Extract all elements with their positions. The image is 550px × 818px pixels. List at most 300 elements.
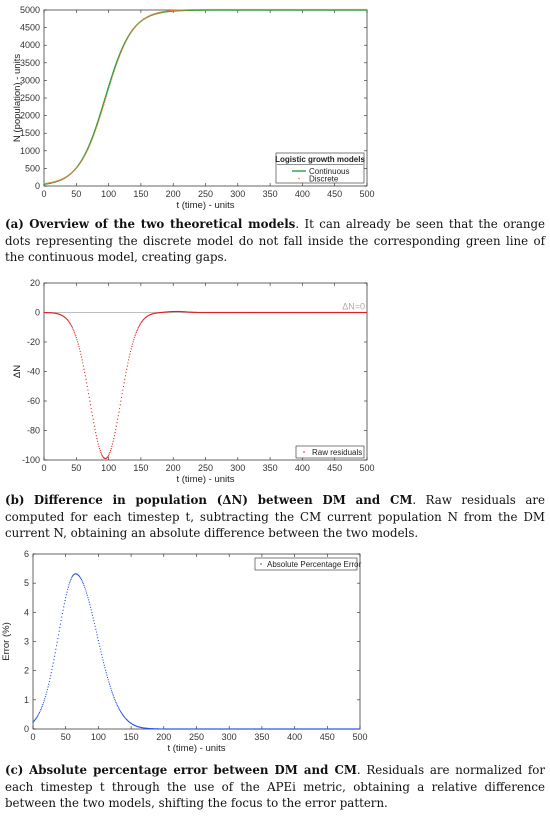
chart-b-residual-point [118, 411, 119, 412]
chart-a-series-discrete-point [94, 133, 95, 134]
chart-c-error-point [45, 696, 46, 697]
chart-b-residual-point [80, 354, 81, 355]
chart-b-y-tick-label: -80 [26, 425, 40, 436]
chart-a-series-discrete-point [86, 152, 87, 153]
chart-c-y-tick-label: 4 [23, 607, 29, 618]
chart-a-series-discrete-point [107, 93, 108, 94]
chart-a-y-tick-label: 4000 [19, 40, 40, 51]
chart-b-residual-point [93, 419, 94, 420]
chart-c-error-point [59, 627, 60, 628]
chart-c-y-tick-label: 2 [23, 665, 29, 676]
chart-c-error-point [114, 699, 115, 700]
chart-a-series-discrete-point [88, 148, 89, 149]
chart-b-residual-point [96, 435, 97, 436]
chart-a-series-discrete-point [107, 91, 108, 92]
chart-b-x-tick-label: 500 [359, 463, 375, 473]
chart-a-series-discrete-point [130, 33, 131, 34]
chart-b-residual-point [84, 372, 85, 373]
chart-c-error-point [51, 669, 52, 670]
chart-a-logistic-growth [0, 0, 550, 211]
chart-b-residual-point [136, 330, 137, 331]
chart-c-error-point [37, 716, 38, 717]
chart-a-series-discrete-point [129, 35, 130, 36]
chart-c-error-point [84, 587, 85, 588]
chart-c-error-point [114, 697, 115, 698]
chart-a-series-discrete-point [111, 81, 112, 82]
caption-a-label: (a) [5, 217, 24, 231]
chart-a-y-tick-label: 3000 [19, 75, 40, 86]
chart-a-series-discrete-point [129, 34, 130, 35]
chart-a-series-discrete-point [105, 98, 106, 99]
chart-b-residual-point [107, 456, 108, 457]
chart-b-x-tick-label: 400 [294, 463, 310, 473]
chart-a-y-tick-label: 1000 [19, 145, 40, 156]
chart-a-series-discrete-point [125, 41, 126, 42]
chart-b-residual-point [97, 441, 98, 442]
chart-b-residual-point [129, 356, 130, 357]
chart-b-y-axis-label: ΔN [12, 364, 23, 379]
chart-b-residual-point [82, 359, 83, 360]
chart-b-residual-point [89, 400, 90, 401]
chart-b-residual-point [100, 452, 101, 453]
chart-b-residual-point [91, 411, 92, 412]
caption-a [5, 216, 545, 266]
chart-b-residual-point [98, 443, 99, 444]
chart-b-residual-point [109, 452, 110, 453]
chart-a-series-discrete-point [132, 30, 133, 31]
chart-c-error-point [62, 613, 63, 614]
chart-c-error-point [44, 698, 45, 699]
chart-c-error-point [115, 702, 116, 703]
chart-b-residual-point [69, 322, 70, 323]
chart-b-residual-point [118, 415, 119, 416]
chart-c-x-axis-label: t (time) - units [167, 743, 226, 754]
chart-b-residual-point [72, 329, 73, 330]
chart-a-series-discrete-point [116, 65, 117, 66]
chart-b-residual-point [99, 448, 100, 449]
chart-c-error-point [36, 717, 37, 718]
chart-c-error-point [80, 578, 81, 579]
chart-c-error-point [106, 672, 107, 673]
chart-b-residual-point [74, 332, 75, 333]
chart-a-y-tick-label: 5000 [19, 5, 40, 15]
chart-b-residual-point [96, 438, 97, 439]
chart-b-residual-point [129, 354, 130, 355]
chart-c-error-point [64, 603, 65, 604]
chart-b-y-tick-label: 0 [34, 307, 40, 318]
chart-c-error-point [101, 654, 102, 655]
chart-a-series-discrete-point [105, 100, 106, 101]
chart-c-absolute-percentage-error [0, 542, 550, 756]
chart-b-residual-point [138, 326, 139, 327]
chart-b-y-tick-label: 20 [29, 278, 40, 288]
chart-c-error-point [96, 631, 97, 632]
chart-b-residual-point [116, 426, 117, 427]
chart-c-error-point [67, 589, 68, 590]
chart-c-error-point [68, 587, 69, 588]
chart-c-error-point [48, 684, 49, 685]
chart-b-residual-point [111, 448, 112, 449]
panel-b [0, 270, 550, 542]
chart-c-error-point [102, 659, 103, 660]
chart-a-x-tick-label: 0 [41, 189, 47, 199]
chart-c-x-tick-label: 0 [30, 732, 36, 742]
chart-c-error-point [61, 616, 62, 617]
chart-a-x-tick-label: 250 [197, 189, 214, 199]
chart-a-series-discrete-point [92, 139, 93, 140]
chart-b-residual-point [86, 382, 87, 383]
chart-c-error-point [68, 584, 69, 585]
chart-a-series-discrete-point [126, 40, 127, 41]
chart-c-error-point [98, 640, 99, 641]
caption-c-label: (c) [5, 763, 24, 777]
chart-c-error-point [89, 602, 90, 603]
chart-b-y-tick-label: -20 [26, 337, 40, 347]
chart-c-error-point [103, 662, 104, 663]
chart-b-residual-point [87, 386, 88, 387]
chart-a-series-discrete-point [124, 44, 125, 45]
chart-b-residual-point [133, 339, 134, 340]
caption-c-bold: Absolute percentage error between DM and CM [29, 763, 357, 777]
chart-c-y-tick-label: 6 [23, 549, 29, 559]
chart-c-error-point [119, 709, 120, 710]
chart-c-error-point [108, 679, 109, 680]
chart-b-residual-point [75, 335, 76, 336]
chart-b-residual-point [125, 375, 126, 376]
chart-a-series-discrete-point [118, 59, 119, 60]
chart-c-x-tick-label: 100 [90, 732, 106, 742]
chart-a-series-discrete-point [115, 67, 116, 68]
chart-b-x-tick-label: 250 [197, 463, 214, 473]
chart-c-error-point [53, 662, 54, 663]
chart-a-series-discrete-point [122, 48, 123, 49]
chart-b-residual-point [134, 335, 135, 336]
chart-c-error-point [110, 686, 111, 687]
chart-a-series-discrete-point [91, 142, 92, 143]
chart-c-error-point [58, 634, 59, 635]
chart-c-error-point [111, 690, 112, 691]
chart-c-error-point [55, 652, 56, 653]
chart-c-error-point [87, 597, 88, 598]
chart-c-error-point [63, 606, 64, 607]
chart-a-series-discrete-point [102, 110, 103, 111]
chart-b-residual-point [91, 408, 92, 409]
chart-c-error-point [92, 615, 93, 616]
chart-b-residual-point [136, 332, 137, 333]
chart-c-error-point [81, 579, 82, 580]
chart-a-x-tick-label: 200 [165, 189, 181, 199]
chart-b-residual-point [115, 429, 116, 430]
panel-c [0, 542, 550, 818]
chart-b-residual-point [120, 400, 121, 401]
chart-a-series-discrete-point [104, 102, 105, 103]
chart-c-error-point [115, 700, 116, 701]
chart-b-zero-annotation: ΔN=0 [342, 301, 365, 312]
chart-a-legend-discrete-label: Discrete [309, 174, 339, 184]
chart-c-error-point [81, 580, 82, 581]
chart-b-residual-point [101, 453, 102, 454]
chart-c-error-point [112, 693, 113, 694]
chart-c-error-point [56, 645, 57, 646]
chart-b-residual-point [98, 446, 99, 447]
chart-b-residual-point [94, 429, 95, 430]
chart-a-series-discrete-point [98, 120, 99, 121]
chart-c-error-point [86, 593, 87, 594]
chart-a-series-discrete-point [101, 112, 102, 113]
caption-c-text: . Residuals are normalized for each timestep t through the use of the APEi metric, obtaining a relative difference between the two models, shifting the focus to the error pattern. [5, 763, 545, 810]
chart-a-series-discrete-point [111, 79, 112, 80]
chart-b-x-tick-label: 200 [165, 463, 181, 473]
chart-c-error-point [44, 700, 45, 701]
chart-a-series-discrete-point [127, 38, 128, 39]
chart-c-error-point [50, 675, 51, 676]
chart-a-x-tick-label: 500 [359, 189, 375, 199]
chart-a-series-discrete-point [93, 135, 94, 136]
chart-a-series-discrete-point [85, 153, 86, 154]
chart-c-error-point [61, 620, 62, 621]
chart-b-residual-point [121, 397, 122, 398]
chart-c-error-point [79, 577, 80, 578]
chart-c-error-point [70, 580, 71, 581]
chart-a-series-discrete-point [97, 124, 98, 125]
chart-b-residual-point [88, 393, 89, 394]
chart-a-y-axis-label: N (population) - units [12, 53, 23, 143]
chart-b-residual-point [124, 382, 125, 383]
chart-b-residual-point [122, 389, 123, 390]
chart-c-error-point [96, 634, 97, 635]
chart-a-series-discrete-point [123, 46, 124, 47]
caption-b-text: . Raw residuals are computed for each timestep t, subtracting the CM current population N from the DM current N, obtaining an absolute difference between the two models. [5, 493, 545, 540]
chart-a-series-discrete-point [93, 137, 94, 138]
chart-b-residual-point [70, 324, 71, 325]
chart-a-series-discrete-point [80, 162, 81, 163]
chart-a-series-discrete-point [106, 95, 107, 96]
chart-c-error-point [83, 585, 84, 586]
chart-a-series-discrete-point [89, 146, 90, 147]
chart-a-x-tick-label: 450 [327, 189, 343, 199]
chart-c-error-point [87, 595, 88, 596]
caption-b-label: (b) [5, 493, 25, 507]
chart-a-series-discrete-point [96, 126, 97, 127]
chart-a-x-tick-label: 50 [71, 189, 82, 199]
chart-a-series-discrete-point [120, 53, 121, 54]
chart-b-x-tick-label: 150 [133, 463, 149, 473]
chart-a-y-tick-label: 2000 [19, 110, 40, 121]
chart-a-series-discrete-point [95, 130, 96, 131]
chart-c-error-point [39, 712, 40, 713]
chart-a-series-discrete-point [114, 71, 115, 72]
chart-b-residual-point [131, 346, 132, 347]
chart-b-y-tick-label: -100 [21, 455, 40, 465]
chart-b-x-tick-label: 100 [101, 463, 117, 473]
chart-b-residual-point [78, 346, 79, 347]
chart-c-error-point [46, 691, 47, 692]
chart-c-error-point [65, 597, 66, 598]
chart-c-error-point [49, 681, 50, 682]
chart-b-residual-point [135, 333, 136, 334]
chart-b-residual-point [71, 326, 72, 327]
chart-a-series-discrete-point [131, 32, 132, 33]
chart-a-series-discrete-point [87, 150, 88, 151]
chart-c-error-point [62, 610, 63, 611]
chart-b-legend-swatch [303, 451, 305, 453]
chart-c-x-tick-label: 250 [188, 732, 205, 742]
chart-a-y-tick-label: 3500 [19, 57, 40, 68]
chart-c-error-point [71, 577, 72, 578]
chart-b-residual-point [94, 426, 95, 427]
chart-a-legend-discrete-swatch [298, 178, 300, 180]
chart-b-residual-point [112, 443, 113, 444]
chart-c-error-point [98, 643, 99, 644]
chart-b-residual-point [109, 453, 110, 454]
caption-b [5, 492, 545, 542]
chart-b-residual-point [93, 422, 94, 423]
chart-c-error-point [66, 591, 67, 592]
chart-c-error-point [95, 629, 96, 630]
chart-b-residual-point [74, 333, 75, 334]
chart-b-residual-point [127, 362, 128, 363]
chart-b-residual-point [95, 432, 96, 433]
chart-c-error-point [36, 718, 37, 719]
chart-c-error-point [90, 607, 91, 608]
chart-a-x-axis-label: t (time) - units [176, 200, 235, 211]
chart-a-x-tick-label: 350 [262, 189, 278, 199]
chart-a-series-discrete-point [83, 158, 84, 159]
chart-a-series-discrete-point [82, 160, 83, 161]
chart-b-residual-point [78, 343, 79, 344]
chart-c-error-point [72, 576, 73, 577]
chart-a-series-discrete-point [89, 145, 90, 146]
chart-a-series-discrete-point [85, 154, 86, 155]
chart-b-residual-point [126, 369, 127, 370]
chart-c-error-point [95, 626, 96, 627]
chart-a-x-tick-label: 300 [230, 189, 246, 199]
chart-b-residual-point [120, 404, 121, 405]
chart-b-residual-point [127, 365, 128, 366]
chart-b-residual-point [83, 369, 84, 370]
chart-b-residual-point [125, 372, 126, 373]
chart-a-series-discrete-point [366, 9, 367, 10]
chart-b-residual-point [119, 408, 120, 409]
chart-a-series-discrete-point [91, 140, 92, 141]
chart-b-residual-point [122, 393, 123, 394]
chart-b-legend-label: Raw residuals [312, 448, 363, 457]
chart-a-series-discrete-point [90, 143, 91, 144]
chart-a-series-discrete-point [113, 75, 114, 76]
chart-a-series-discrete-point [131, 31, 132, 32]
chart-c-error-point [49, 678, 50, 679]
caption-a-text: . It can already be seen that the orange dots representing the discrete model do not fall inside the corresponding green line of the continuous model, creating gaps. [5, 217, 545, 264]
chart-b-residual-point [124, 379, 125, 380]
chart-a-series-discrete-point [81, 161, 82, 162]
chart-c-error-point [100, 651, 101, 652]
chart-c-y-tick-label: 0 [23, 724, 29, 734]
chart-c-x-tick-label: 450 [319, 732, 335, 742]
chart-c-error-point [91, 609, 92, 610]
chart-c-error-point [105, 670, 106, 671]
chart-c-error-point [42, 704, 43, 705]
chart-a-series-discrete-point [125, 42, 126, 43]
chart-c-error-point [41, 707, 42, 708]
chart-b-residual-point [71, 325, 72, 326]
chart-b-residual-point [138, 327, 139, 328]
chart-a-series-discrete-point [122, 49, 123, 50]
chart-b-x-tick-label: 300 [230, 463, 246, 473]
chart-a-series-discrete-point [117, 61, 118, 62]
chart-c-error-point [59, 631, 60, 632]
chart-c-error-point [43, 702, 44, 703]
chart-c-error-point [66, 594, 67, 595]
chart-a-series-discrete-point [128, 36, 129, 37]
chart-b-residual-point [134, 337, 135, 338]
chart-c-error-point [55, 649, 56, 650]
chart-b-residual-point [76, 339, 77, 340]
chart-b-residual-point [80, 351, 81, 352]
chart-b-residual-point [79, 348, 80, 349]
chart-b-residual-point [82, 362, 83, 363]
chart-b-plot-frame [44, 283, 367, 460]
chart-c-x-tick-label: 350 [254, 732, 270, 742]
chart-b-residual-point [72, 327, 73, 328]
chart-a-legend-title: Logistic growth models [275, 155, 365, 164]
chart-c-error-point [52, 666, 53, 667]
chart-b-residual-point [128, 359, 129, 360]
chart-b-residual-point [81, 356, 82, 357]
chart-c-error-point [47, 689, 48, 690]
chart-c-x-tick-label: 500 [352, 732, 368, 742]
chart-c-error-point [38, 713, 39, 714]
chart-c-error-point [108, 681, 109, 682]
chart-b-residual-point [85, 375, 86, 376]
chart-b-x-tick-label: 450 [327, 463, 343, 473]
chart-c-legend-label: Absolute Percentage Error [267, 560, 362, 569]
chart-c-error-point [88, 599, 89, 600]
chart-b-residual-point [140, 324, 141, 325]
chart-c-x-tick-label: 400 [287, 732, 303, 742]
chart-b-residual-point [111, 446, 112, 447]
chart-b-raw-residuals [0, 270, 550, 485]
chart-c-error-point [93, 617, 94, 618]
chart-c-error-point [40, 710, 41, 711]
chart-c-error-point [104, 667, 105, 668]
chart-c-error-point [359, 728, 360, 729]
chart-b-y-tick-label: -40 [26, 366, 40, 377]
chart-c-error-point [113, 695, 114, 696]
chart-c-x-tick-label: 50 [60, 732, 71, 742]
chart-a-series-discrete-point [124, 45, 125, 46]
chart-b-residual-point [113, 438, 114, 439]
chart-b-residual-point [133, 341, 134, 342]
chart-b-residual-point [114, 432, 115, 433]
chart-b-residual-point [87, 389, 88, 390]
chart-a-series-discrete-point [110, 83, 111, 84]
chart-c-error-point [116, 703, 117, 704]
chart-a-y-tick-label: 4500 [19, 22, 40, 33]
chart-b-residual-point [76, 337, 77, 338]
chart-a-series-discrete-point [119, 56, 120, 57]
chart-b-residual-point [108, 455, 109, 456]
chart-c-error-point [38, 714, 39, 715]
chart-c-error-point [117, 705, 118, 706]
chart-c-error-point [121, 713, 122, 714]
chart-c-error-point [64, 600, 65, 601]
chart-a-series-discrete-point [96, 128, 97, 129]
chart-c-error-point [47, 686, 48, 687]
chart-c-error-point [94, 623, 95, 624]
chart-c-error-point [85, 588, 86, 589]
chart-a-x-tick-label: 150 [133, 189, 149, 199]
chart-c-error-point [118, 707, 119, 708]
